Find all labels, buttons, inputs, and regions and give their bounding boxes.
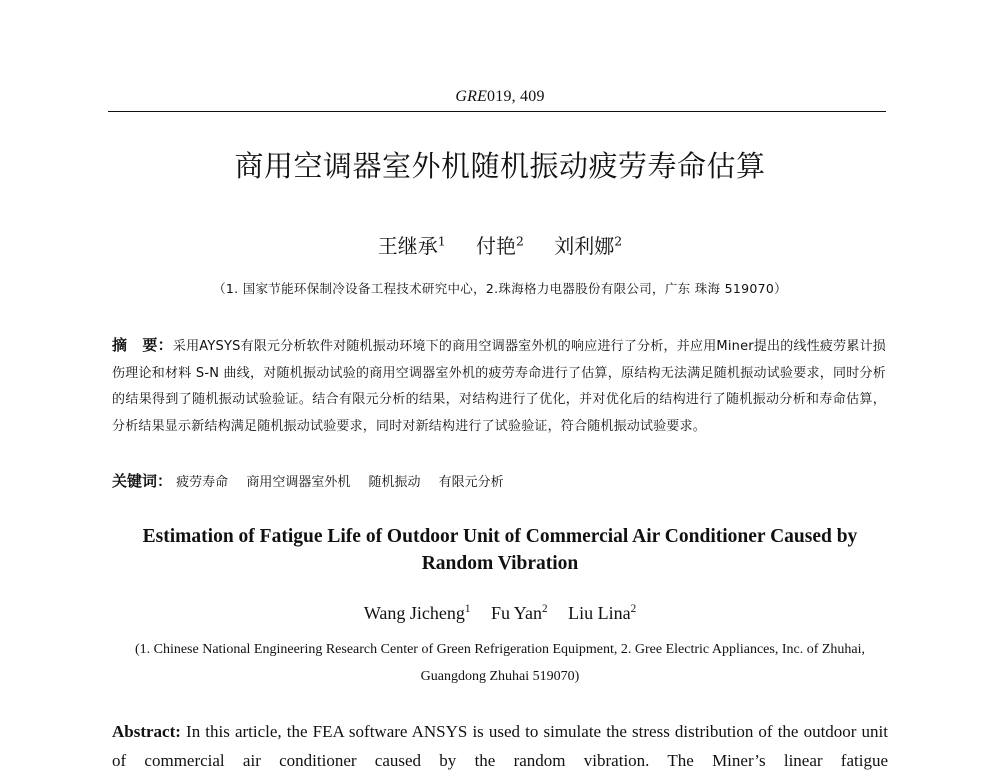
header-rule: [108, 111, 886, 112]
keyword: 有限元分析: [438, 475, 504, 490]
english-abstract: [112, 717, 888, 775]
chinese-abstract-text: 采用AYSYS有限元分析软件对随机振动环境下的商用空调器室外机的响应进行了分析，并应用Miner提出的线性疲劳累计损伤理论和材料 S-N 曲线，对随机振动试验的商用空调器室外机的疲劳寿命进行了估算，原结构无法满足随机振动试验要求，同时分析的结果得到了随机振动试验验证。结合有限元分析的结果，对结构进行了优化，并对优化后的结构进行了随机振动分析和寿命估算，分析结果显示新结构满足随机振动试验要求，同时对新结构进行了试验验证，符合随机振动试验要求。: [112, 339, 886, 434]
chinese-keywords: [112, 470, 886, 491]
keyword: 商用空调器室外机: [246, 475, 351, 490]
chinese-author: 付艳$^2$: [476, 233, 524, 258]
english-affiliation: (1. Chinese National Engineering Research Center of Green Refrigeration Equipment, 2. Gree Electric Appliances, Inc. of Zhuhai, Guangdong Zhuhai 519070): [134, 642, 866, 684]
english-abstract-label: Abstract:: [112, 722, 181, 741]
english-author: Wang Jicheng$^1$: [363, 603, 471, 623]
chinese-authors: [0, 230, 1000, 259]
english-author: Liu Lina$^2$: [568, 603, 637, 623]
chinese-keywords-label: 关键词：: [112, 472, 173, 490]
header-code: GRE: [455, 88, 488, 105]
chinese-author: 刘利娜$^2$: [554, 233, 623, 258]
english-title: Estimation of Fatigue Life of Outdoor Unit of Commercial Air Conditioner Caused by Random Vibration: [142, 526, 858, 574]
chinese-abstract-label: 摘 要：: [112, 336, 173, 354]
english-authors: [0, 603, 1000, 624]
english-abstract-text: In this article, the FEA software ANSYS is used to simulate the stress distribution of the outdoor unit of commercial air conditioner caused by the random vibration. The Miner’s linear fatigue: [112, 722, 888, 770]
keyword: 随机振动: [368, 475, 421, 490]
header-ref-number: 019, 409: [487, 88, 545, 105]
chinese-abstract: [112, 332, 886, 440]
chinese-title: 商用空调器室外机随机振动疲劳寿命估算: [234, 149, 766, 183]
english-author: Fu Yan$^2$: [490, 603, 548, 623]
chinese-author: 王继承$^1$: [377, 233, 446, 258]
running-header: [0, 88, 1000, 106]
chinese-affiliation: （1. 国家节能环保制冷设备工程技术研究中心，2.珠海格力电器股份有限公司，广东 珠海 519070）: [213, 281, 787, 296]
keyword: 疲劳寿命: [176, 475, 229, 490]
